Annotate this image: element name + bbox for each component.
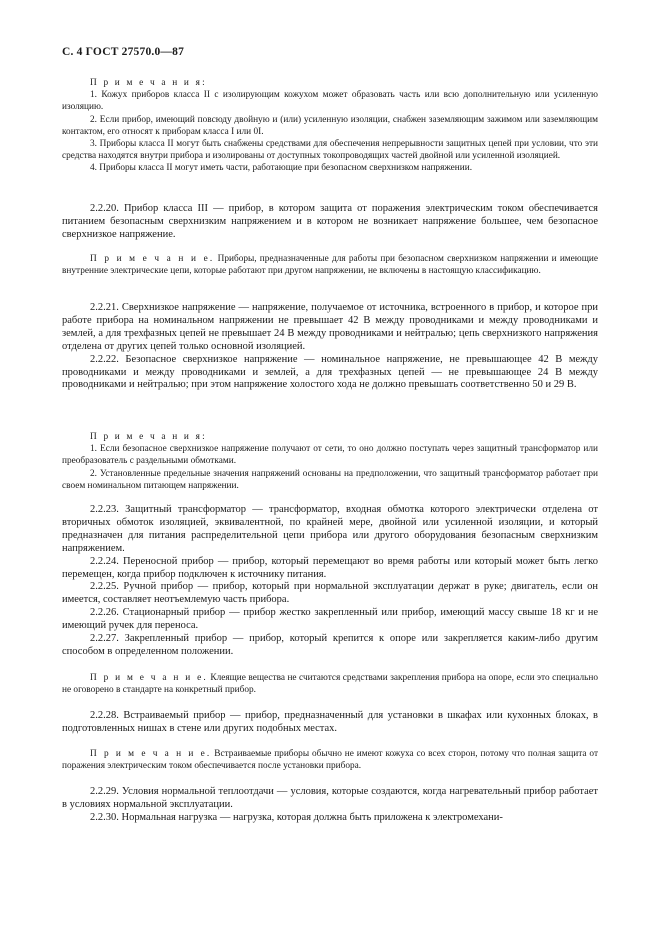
note-item: 2. Установленные предельные значения напряжений основаны на предположении, что защитный трансформатор работает при своем номинальном питающем напряжении.: [62, 468, 598, 491]
note-paragraph: [62, 253, 598, 277]
note-label: П р и м е ч а н и е.: [90, 673, 208, 683]
clauses-2-2-29-30: [62, 786, 598, 825]
clause-text: 2.2.25. Ручной прибор — прибор, который при нормальной эксплуатации держат в руке; двигатель, если он имеется, составляет неотъемлемую часть прибора.: [62, 581, 598, 606]
notes-block-3: [62, 431, 598, 492]
clause-2-2-20: [62, 203, 598, 242]
note-item: 4. Приборы класса II могут иметь части, работающие при безопасном сверхнизком напряжении.: [90, 163, 473, 174]
notes-block-1: [62, 77, 598, 175]
page-header: С. 4 ГОСТ 27570.0—87: [62, 46, 185, 58]
note-text: Приборы, предназначенные для работы при безопасном сверхнизком напряжении и имеющие внутренние электрические цепи, которые работают при другом напряжении, не включены в настоящую классификацию.: [62, 254, 599, 277]
clause-text: 2.2.30. Нормальная нагрузка — нагрузка, которая должна быть приложена к электромехани-: [90, 811, 503, 823]
note-item: 1. Если безопасное сверхнизкое напряжение получают от сети, то оно должно поступать через защитный трансформатор или преобразователь с раздельными обмотками.: [62, 444, 598, 467]
note-block-4: [62, 672, 598, 696]
clause-text: 2.2.29. Условия нормальной теплоотдачи — условия, которые создаются, когда нагревательный прибор работает в условиях нормальной эксплуатации.: [62, 786, 598, 810]
clause-text: 2.2.21. Сверхнизкое напряжение — напряжение, получаемое от источника, встроенного в прибор, и которое при работе прибора на номинальном напряжении не превышает 42 В между проводниками и между проводниками и землей, а для трехфазных цепей не превышает 24 В между проводниками и нейтралью; цепь сверхнизкого напряжения отделена от других цепей только основной изоляцией.: [62, 302, 598, 352]
clause-text: 2.2.26. Стационарный прибор — прибор жестко закрепленный или прибор, имеющий массу свыше 18 кг и не имеющий ручек для переноса.: [62, 607, 598, 632]
notes-title: П р и м е ч а н и я:: [90, 78, 207, 88]
note-text: Клеящие вещества не считаются средствами закрепления прибора на опоре, если это специально не оговорено в стандарте на конкретный прибор.: [62, 673, 599, 696]
note-label: П р и м е ч а н и е.: [90, 749, 212, 759]
note-paragraph: [62, 748, 598, 772]
note-block-2: [62, 253, 598, 277]
note-label: П р и м е ч а н и е.: [90, 254, 215, 264]
clauses-2-2-21-22: [62, 302, 598, 392]
clause-2-2-28: [62, 710, 598, 736]
note-block-5: [62, 748, 598, 772]
clause-text: 2.2.22. Безопасное сверхнизкое напряжение — номинальное напряжение, не превышающее 42 В между проводниками и между проводниками и землей, а для трехфазных цепей — не превышающее 24 В между проводниками и нейтралью; при этом напряжение холостого хода не должно превышать соответственно 50 и 29 В.: [62, 353, 598, 391]
clause-text: 2.2.20. Прибор класса III — прибор, в котором защита от поражения электрическим током обеспечивается питанием безопасным сверхнизким напряжением и в котором не возникает напряжение большее, чем безопасное сверхнизкое напряжение.: [62, 203, 598, 240]
clause-text: 2.2.27. Закрепленный прибор — прибор, который крепится к опоре или закрепляется каким-либо другим способом в определенном положении.: [62, 633, 598, 657]
clause-text: 2.2.28. Встраиваемый прибор — прибор, предназначенный для установки в шкафах или кухонных блоках, в подготовленных нишах в стене или других подобных местах.: [62, 710, 598, 734]
note-item: 1. Кожух приборов класса II с изолирующим кожухом может образовать часть или всю дополнительную или усиленную изоляцию.: [62, 90, 598, 113]
note-item: 2. Если прибор, имеющий повсюду двойную и (или) усиленную изоляции, снабжен заземляющим зажимом или заземляющим контактом, его относят к приборам класса I или 0I.: [62, 114, 598, 137]
note-text: Встраиваемые приборы обычно не имеют кожуха со всех сторон, потому что полная защита от поражения электрическим током обеспечивается после установки прибора.: [62, 749, 599, 772]
clause-text: 2.2.24. Переносной прибор — прибор, который перемещают во время работы или который может быть легко перемещен, когда прибор подключен к источнику питания.: [62, 555, 598, 580]
clause-text: 2.2.23. Защитный трансформатор — трансформатор, входная обмотка которого электрически отделена от вторичных обмоток изоляцией, эквивалентной, по крайней мере, двойной или усиленной изоляции, и который предназначен для питания распределительной цепи прибора или другого оборудования безопасным сверхнизким напряжением.: [62, 504, 598, 554]
clauses-2-2-23-27: [62, 504, 598, 659]
note-paragraph: [62, 672, 598, 696]
notes-title: П р и м е ч а н и я:: [90, 432, 207, 442]
note-item: 3. Приборы класса II могут быть снабжены средствами для обеспечения непрерывности защитных цепей при условии, что эти средства находятся внутри прибора и изолированы от доступных токопроводящих частей двойной или усиленной изоляцией.: [62, 139, 598, 162]
